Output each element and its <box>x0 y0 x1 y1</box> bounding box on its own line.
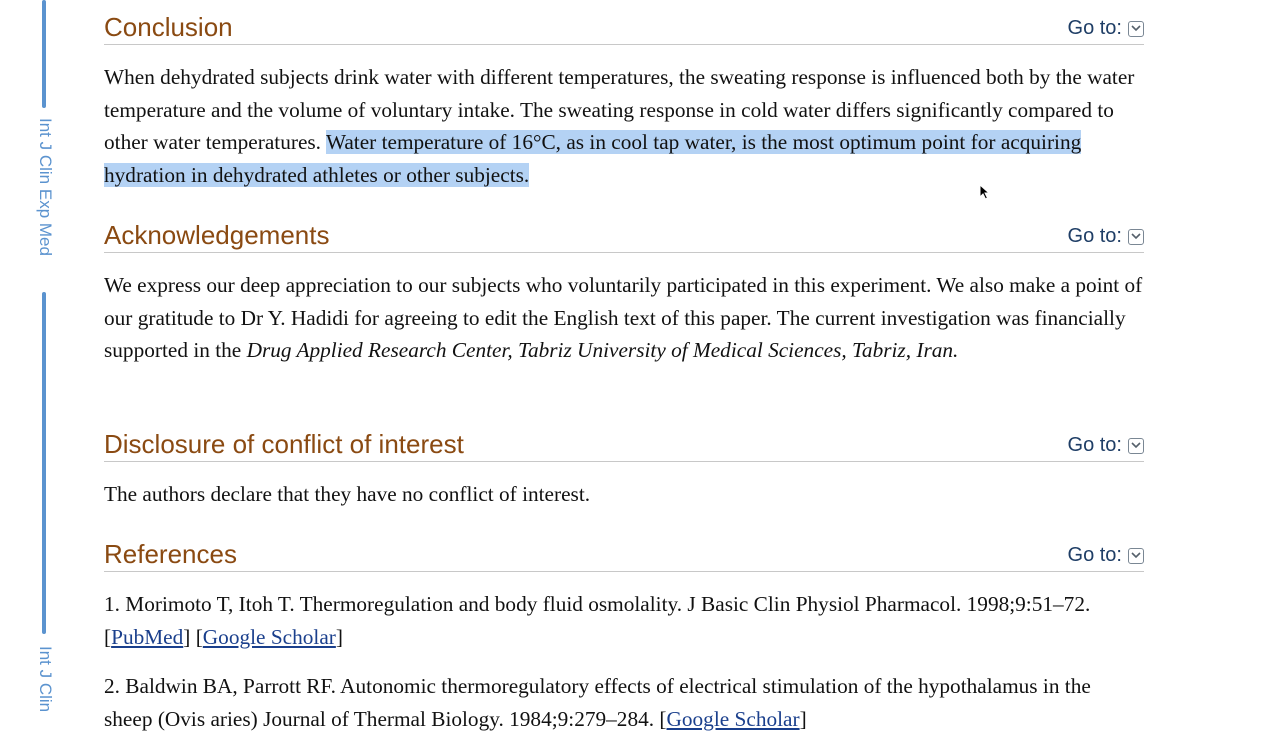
goto-label: Go to: <box>1067 17 1122 39</box>
selected-text: Water temperature of 16°C, as in cool tap water, is the most optimum point for acquiring hydration in dehydrated athletes or other subjects. <box>104 130 1082 187</box>
conclusion-text-plain: When dehydrated subjects drink water with different temperatures, the sweating response is influenced both by the water temperature and the volume of voluntary intake. The sweating response in cold water differs significantly compared to other water temperatures. <box>104 65 1135 154</box>
reference-citation: 1. Morimoto T, Itoh T. Thermoregulation and body fluid osmolality. J Basic Clin Physiol Pharmacol. 1998;9:51–72. <box>104 592 1091 616</box>
conclusion-section-header <box>104 8 1144 45</box>
references-section-header <box>104 535 1144 572</box>
reference-item: 2. Baldwin BA, Parrott RF. Autonomic thermoregulatory effects of electrical stimulation of the hypothalamus in the sheep (Ovis aries) Journal of Thermal Biology. 1984;9:279–284. [Google Scholar] <box>104 674 1091 731</box>
goto-references-button[interactable] <box>1068 544 1144 567</box>
acknowledgements-affiliation: Drug Applied Research Center, Tabriz University of Medical Sciences, Tabriz, Iran. <box>246 338 959 362</box>
goto-label: Go to: <box>1067 225 1122 247</box>
chevron-down-icon <box>1128 21 1144 37</box>
conclusion-text <box>104 61 1144 191</box>
sidebar-divider <box>42 0 46 108</box>
sidebar-divider <box>42 292 46 634</box>
acknowledgements-heading: Acknowledgements <box>104 220 330 250</box>
goto-acknowledgements-button[interactable] <box>1068 225 1144 248</box>
goto-disclosure-button[interactable] <box>1068 434 1144 457</box>
google-scholar-link[interactable]: Google Scholar <box>202 624 336 649</box>
journal-label[interactable]: Int J Clin Exp Med <box>36 118 55 256</box>
disclosure-heading: Disclosure of conflict of interest <box>104 429 464 459</box>
conclusion-heading: Conclusion <box>104 12 233 42</box>
reference-item: 1. Morimoto T, Itoh T. Thermoregulation and body fluid osmolality. J Basic Clin Physiol Pharmacol. 1998;9:51–72. [PubMed] [Google Scholar] <box>104 592 1091 649</box>
chevron-down-icon <box>1128 438 1144 454</box>
google-scholar-link[interactable]: Google Scholar <box>666 706 800 731</box>
acknowledgements-section-header <box>104 216 1144 253</box>
goto-label: Go to: <box>1067 434 1122 456</box>
acknowledgements-text <box>104 269 1144 367</box>
goto-conclusion-button[interactable] <box>1068 17 1144 40</box>
goto-label: Go to: <box>1067 544 1122 566</box>
mouse-cursor-icon <box>979 184 990 200</box>
pubmed-link[interactable]: PubMed <box>111 624 184 649</box>
chevron-down-icon <box>1128 229 1144 245</box>
reference-citation: 2. Baldwin BA, Parrott RF. Autonomic thermoregulatory effects of electrical stimulation of the hypothalamus in the sheep (Ovis aries) Journal of Thermal Biology. 1984;9:279–284. <box>104 674 1091 731</box>
journal-label[interactable]: Int J Clin <box>36 646 55 713</box>
references-heading: References <box>104 539 237 569</box>
chevron-down-icon <box>1128 548 1144 564</box>
disclosure-text: The authors declare that they have no conflict of interest. <box>104 482 591 506</box>
acknowledgements-text-plain: We express our deep appreciation to our subjects who voluntarily participated in this experiment. We also make a point of our gratitude to Dr Y. Hadidi for agreeing to edit the English text of this paper. The current investigation was financially supported in the <box>104 273 1143 362</box>
disclosure-section-header <box>104 425 1144 462</box>
